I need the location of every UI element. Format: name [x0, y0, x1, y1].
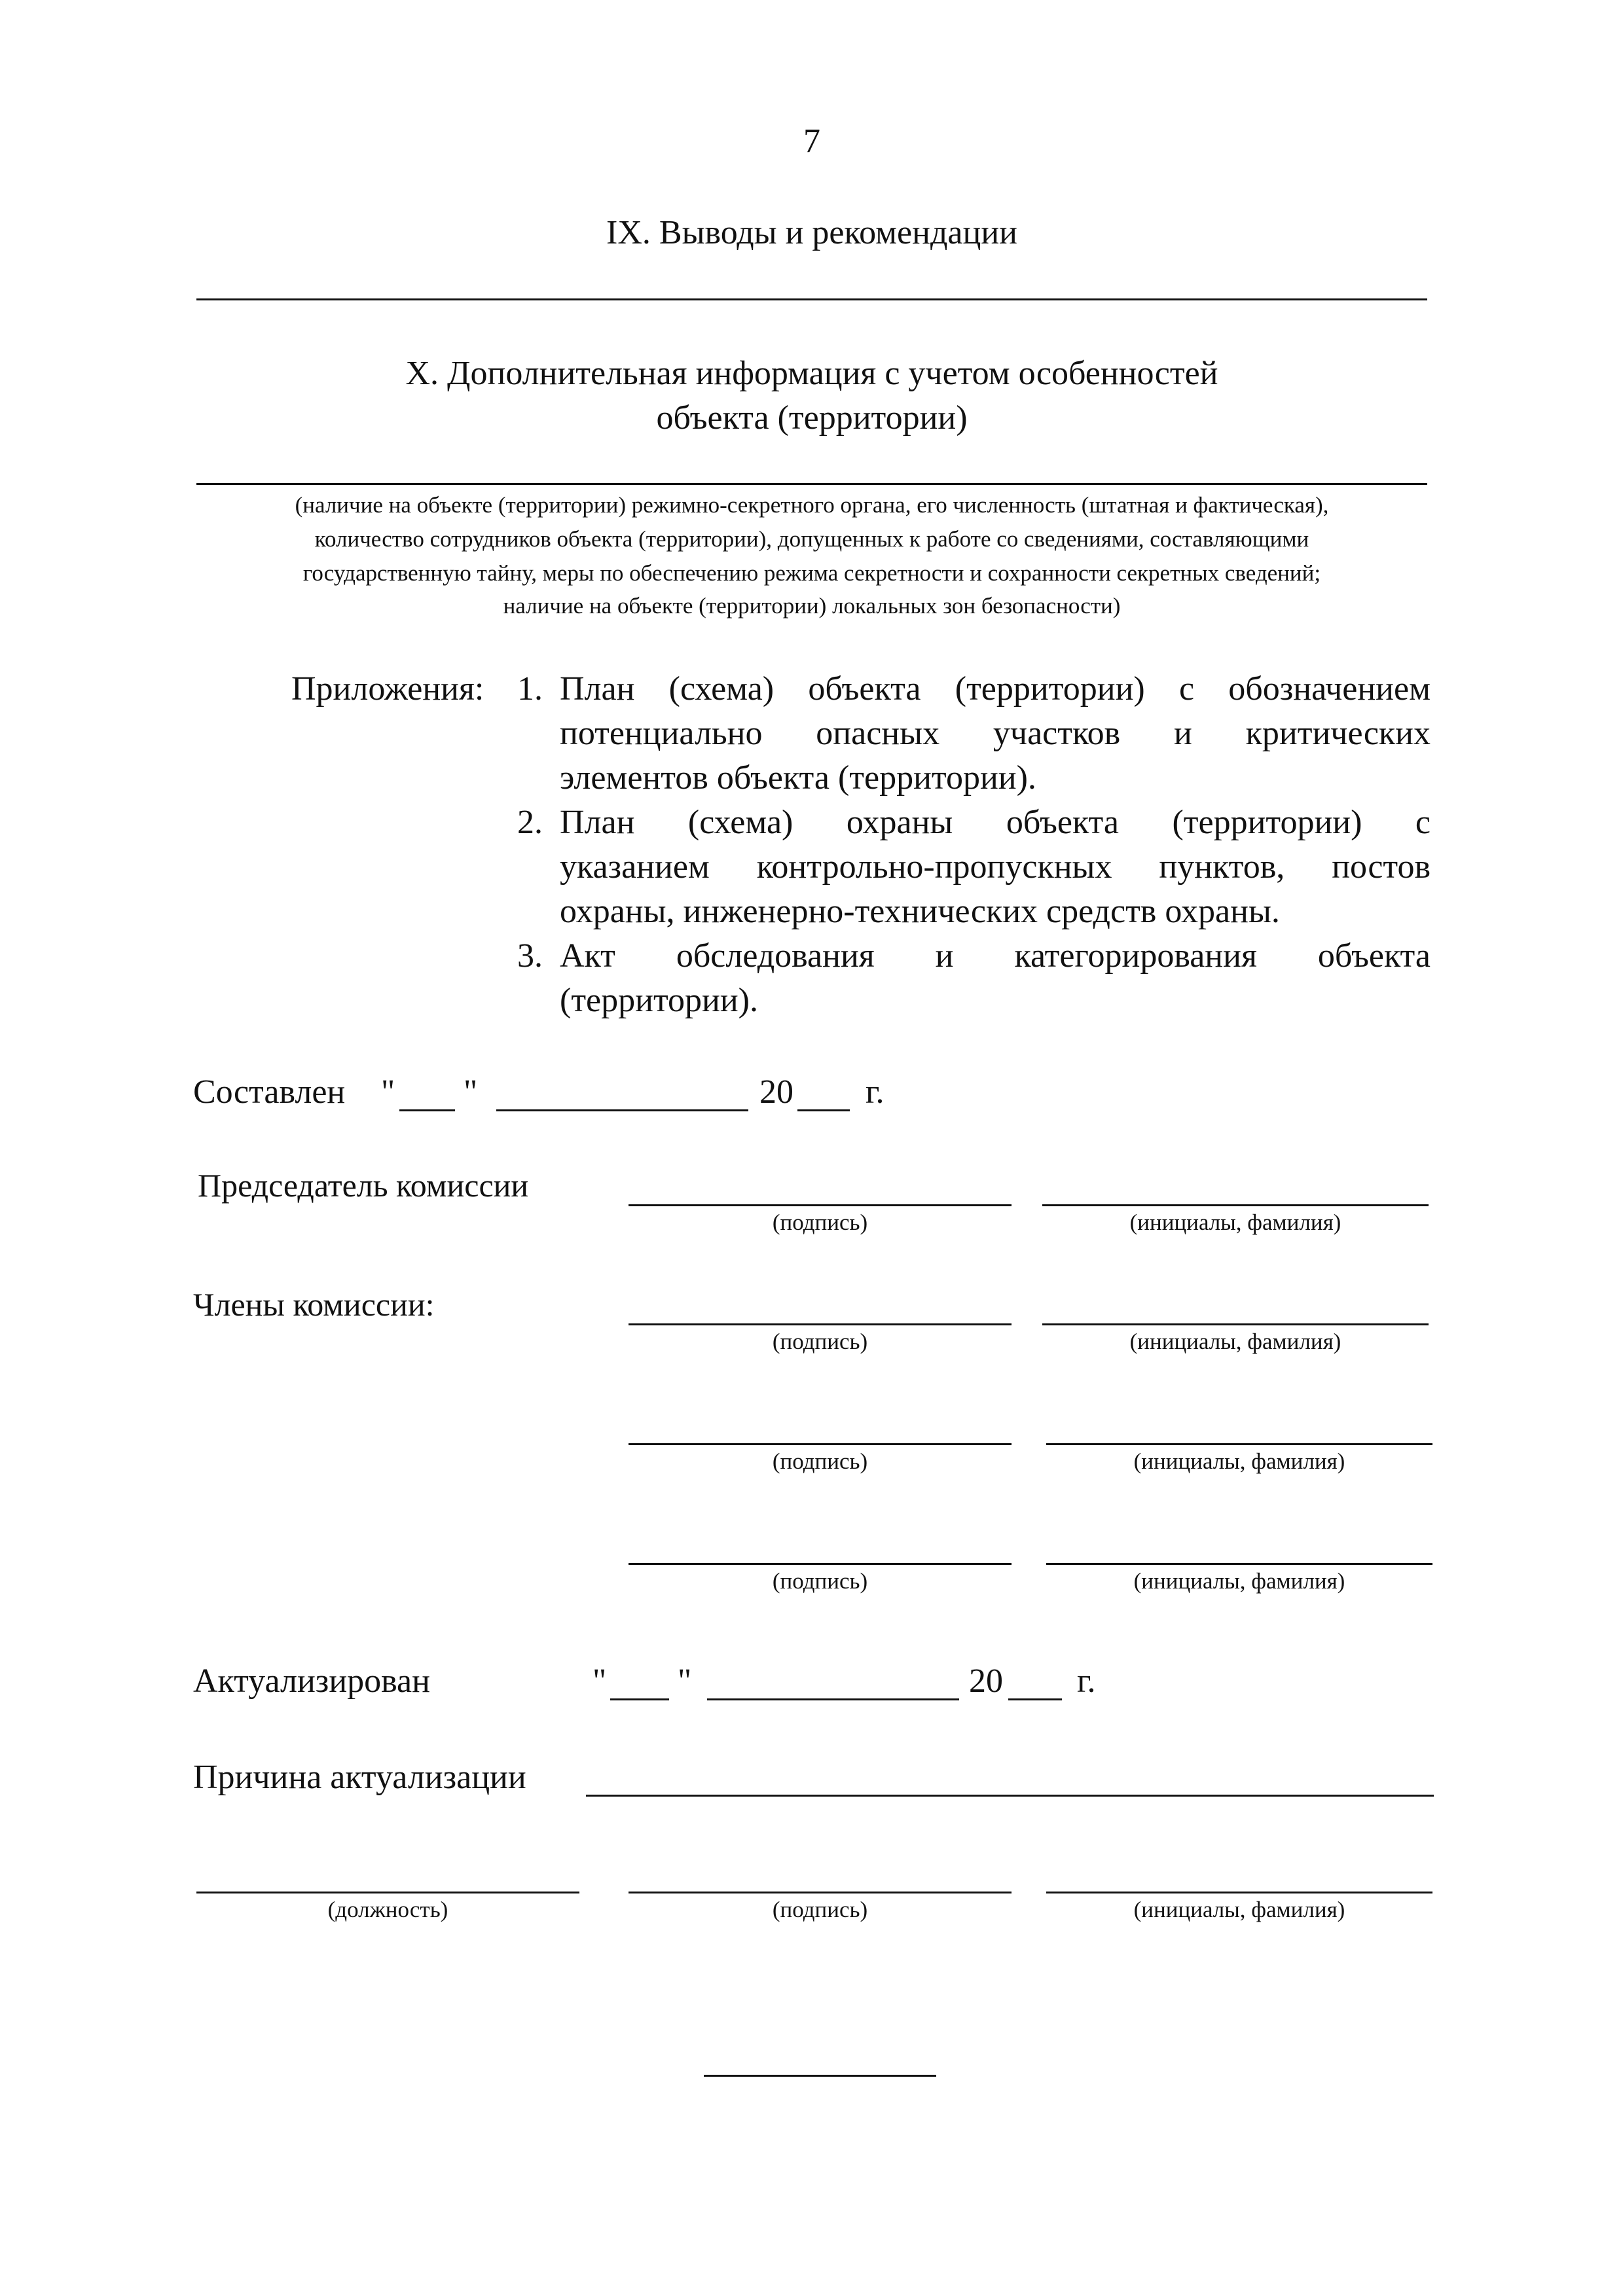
member-signature-line[interactable] [629, 1563, 1012, 1565]
signature-caption: (подпись) [772, 1448, 868, 1474]
attachments-label: Приложения: [291, 670, 484, 708]
attachment-text-line: элементов объекта (территории). [560, 759, 1036, 797]
compiled-day-blank[interactable] [399, 1109, 455, 1111]
attachment-text-line: охраны, инженерно-технических средств охраны. [560, 893, 1280, 930]
section-9-title: IX. Выводы и рекомендации [606, 214, 1017, 251]
updated-close-quote: " [678, 1662, 692, 1700]
page-number: 7 [803, 122, 820, 160]
position-caption: (должность) [327, 1897, 448, 1922]
final-initials-line[interactable] [1046, 1892, 1432, 1893]
attachment-number: 3. [517, 937, 543, 975]
signature-caption: (подпись) [772, 1329, 868, 1354]
section-9-fill-line [196, 298, 1427, 300]
signature-caption: (подпись) [772, 1897, 868, 1922]
section-10-title-line1: X. Дополнительная информация с учетом особенностей [405, 355, 1218, 392]
chairman-label: Председатель комиссии [198, 1167, 529, 1204]
section-10-note-line: (наличие на объекте (территории) режимно-секретного органа, его численность (штатная и фактическая), [295, 492, 1329, 518]
initials-caption: (инициалы, фамилия) [1129, 1210, 1341, 1235]
member-signature-line[interactable] [629, 1323, 1012, 1325]
section-10-title-line2: объекта (территории) [656, 399, 968, 437]
reason-label: Причина актуализации [193, 1759, 526, 1796]
initials-caption: (инициалы, фамилия) [1133, 1568, 1345, 1594]
updated-month-blank[interactable] [707, 1698, 959, 1700]
updated-day-blank[interactable] [610, 1698, 669, 1700]
updated-year-blank[interactable] [1008, 1698, 1062, 1700]
compiled-month-blank[interactable] [496, 1109, 748, 1111]
compiled-close-quote: " [464, 1073, 478, 1111]
member-signature-line[interactable] [629, 1443, 1012, 1445]
section-10-note-line: количество сотрудников объекта (территории), допущенных к работе со сведениями, составляющими [314, 526, 1309, 552]
compiled-year-blank[interactable] [797, 1109, 850, 1111]
position-line[interactable] [196, 1892, 579, 1893]
initials-caption: (инициалы, фамилия) [1133, 1897, 1345, 1922]
section-10-note-line: наличие на объекте (территории) локальных зон безопасности) [503, 593, 1121, 619]
compiled-year-suffix: г. [866, 1073, 884, 1111]
section-10-fill-line [196, 483, 1427, 485]
updated-label: Актуализирован [193, 1662, 430, 1700]
attachment-text-line: (территории). [560, 982, 758, 1019]
attachment-number: 1. [517, 670, 543, 708]
member-initials-line[interactable] [1046, 1443, 1432, 1445]
attachment-text-line: потенциально опасных участков и критических [560, 715, 1431, 752]
section-10-note-line: государственную тайну, меры по обеспечению режима секретности и сохранности секретных сведений; [302, 560, 1321, 586]
members-label: Члены комиссии: [193, 1286, 435, 1323]
attachment-text-line: указанием контрольно-пропускных пунктов, постов [560, 848, 1431, 886]
final-signature-line[interactable] [629, 1892, 1012, 1893]
updated-open-quote: " [593, 1662, 607, 1700]
compiled-open-quote: " [381, 1073, 395, 1111]
attachment-text-line: План (схема) объекта (территории) с обозначением [560, 670, 1431, 708]
chairman-signature-line[interactable] [629, 1204, 1012, 1206]
member-initials-line[interactable] [1042, 1323, 1429, 1325]
attachment-number: 2. [517, 804, 543, 841]
compiled-label: Составлен [193, 1073, 346, 1111]
compiled-year-prefix: 20 [759, 1073, 793, 1111]
initials-caption: (инициалы, фамилия) [1133, 1448, 1345, 1474]
signature-caption: (подпись) [772, 1568, 868, 1594]
updated-year-prefix: 20 [969, 1662, 1003, 1700]
chairman-initials-line[interactable] [1042, 1204, 1429, 1206]
attachment-text-line: Акт обследования и категорирования объекта [560, 937, 1431, 975]
updated-year-suffix: г. [1077, 1662, 1096, 1700]
signature-caption: (подпись) [772, 1210, 868, 1235]
initials-caption: (инициалы, фамилия) [1129, 1329, 1341, 1354]
closing-separator-line [704, 2075, 936, 2077]
reason-fill-line[interactable] [586, 1795, 1434, 1797]
member-initials-line[interactable] [1046, 1563, 1432, 1565]
attachment-text-line: План (схема) охраны объекта (территории) с [560, 804, 1431, 841]
